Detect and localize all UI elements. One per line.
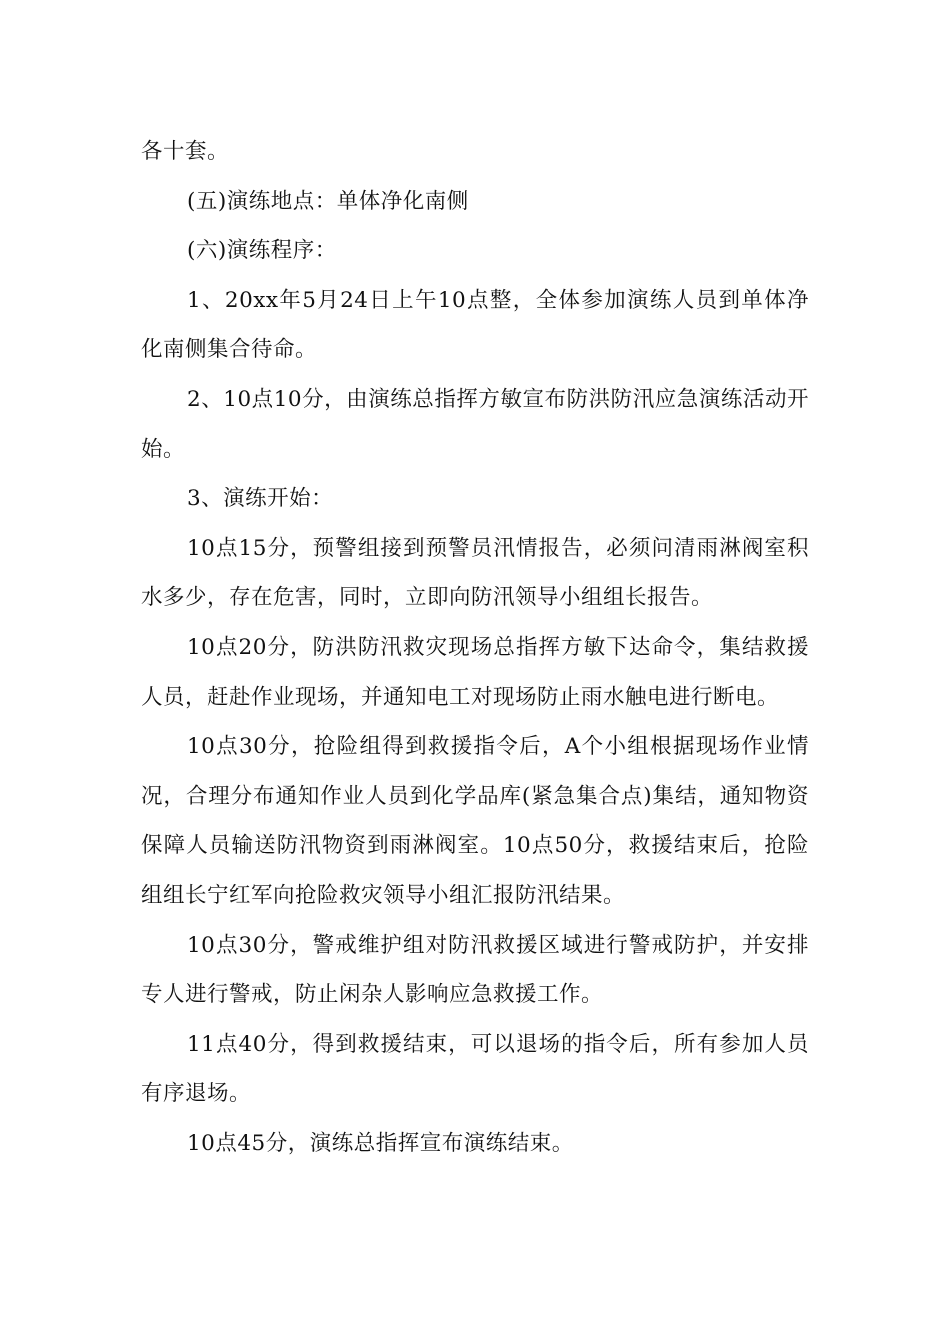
paragraph-1030-guard: 10点30分，警戒维护组对防汛救援区域进行警戒防护，并安排专人进行警戒，防止闲杂人影响应急救援工作。 [141, 932, 809, 1008]
paragraph-step-2: 2、10点10分，由演练总指挥方敏宣布防洪防汛应急演练活动开始。 [141, 386, 809, 462]
paragraph-1045: 10点45分，演练总指挥宣布演练结束。 [187, 1130, 574, 1156]
paragraph-continuation: 各十套。 [141, 139, 230, 164]
paragraph-1140: 11点40分，得到救援结束，可以退场的指令后，所有参加人员有序退场。 [141, 1031, 809, 1107]
paragraph-drill-procedure-heading: (六)演练程序： [187, 238, 337, 264]
paragraph-1015: 10点15分，预警组接到预警员汛情报告，必须问清雨淋阀室积水多少，存在危害，同时，立即向防汛领导小组组长报告。 [141, 535, 809, 611]
paragraph-1020: 10点20分，防洪防汛救灾现场总指挥方敏下达命令，集结救援人员，赶赴作业现场，并通知电工对现场防止雨水触电进行断电。 [141, 634, 809, 710]
paragraph-1030-rescue: 10点30分，抢险组得到救援指令后，A个小组根据现场作业情况，合理分布通知作业人员到化学品库(紧急集合点)集结，通知物资保障人员输送防汛物资到雨淋阀室。10点50分，救援结束后，抢险组组长宁红军向抢险救灾领导小组汇报防汛结果。 [141, 734, 809, 908]
paragraph-step-3: 3、演练开始： [187, 486, 334, 512]
paragraph-step-1: 1、20xx年5月24日上午10点整，全体参加演练人员到单体净化南侧集合待命。 [141, 287, 809, 363]
paragraph-drill-location: (五)演练地点：单体净化南侧 [187, 188, 469, 214]
document-body [141, 127, 809, 1168]
